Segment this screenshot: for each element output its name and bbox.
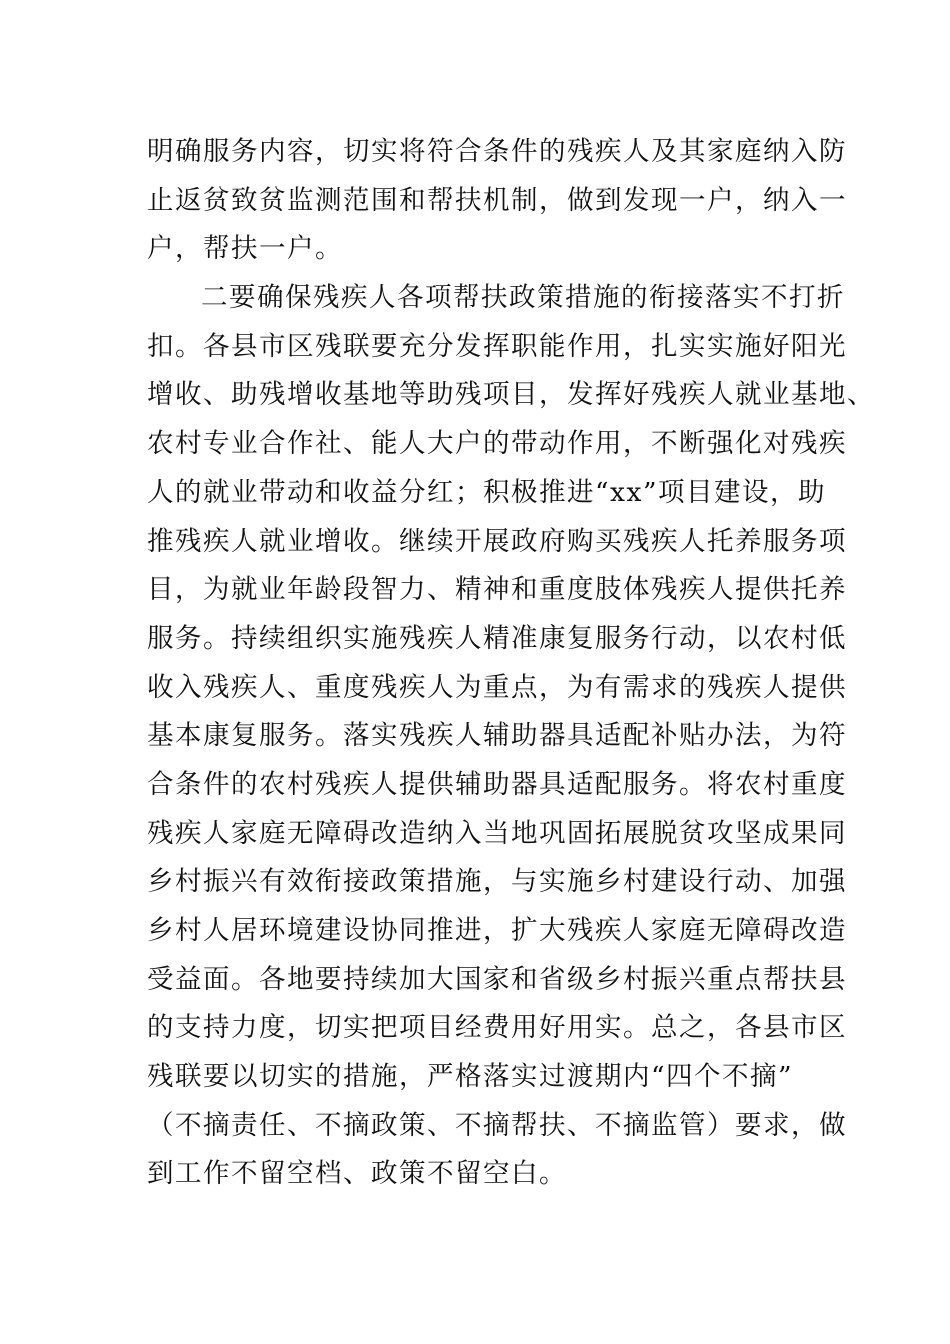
text-line: 乡村人居环境建设协同推进，扩大残疾人家庭无障碍改造 [147, 915, 847, 946]
text-line: 扣。各县市区残联要充分发挥职能作用，扎实实施好阳光 [147, 330, 847, 362]
text-line: 乡村振兴有效衔接政策措施，与实施乡村建设行动、加强 [147, 866, 847, 898]
text-line: 基本康复服务。落实残疾人辅助器具适配补贴办法，为符 [147, 720, 847, 752]
text-line: 收入残疾人、重度残疾人为重点，为有需求的残疾人提供 [147, 671, 847, 703]
text-line: 人的就业带动和收益分红；积极推进“xx”项目建设，助 [147, 476, 826, 508]
paragraph-start-line: 二要确保残疾人各项帮扶政策措施的衔接落实不打折 [201, 282, 845, 314]
text-line: 受益面。各地要持续加大国家和省级乡村振兴重点帮扶县 [147, 963, 847, 995]
text-line: 增收、助残增收基地等助残项目，发挥好残疾人就业基地、 [147, 379, 875, 411]
text-line: 到工作不留空档、政策不留空白。 [147, 1158, 567, 1190]
text-line: （不摘责任、不摘政策、不摘帮扶、不摘监管）要求，做 [147, 1109, 847, 1141]
text-line: 目，为就业年龄段智力、精神和重度肢体残疾人提供托养 [147, 574, 847, 606]
text-line: 残疾人家庭无障碍改造纳入当地巩固拓展脱贫攻坚成果同 [147, 817, 847, 849]
body-text [147, 128, 875, 1199]
text-line: 服务。持续组织实施残疾人精准康复服务行动，以农村低 [147, 622, 847, 654]
text-line: 止返贫致贫监测范围和帮扶机制，做到发现一户，纳入一 [147, 184, 847, 216]
text-line: 合条件的农村残疾人提供辅助器具适配服务。将农村重度 [147, 768, 847, 800]
text-line: 残联要以切实的措施，严格落实过渡期内“四个不摘” [147, 1061, 794, 1093]
text-line: 明确服务内容，切实将符合条件的残疾人及其家庭纳入防 [147, 136, 847, 167]
text-line: 推残疾人就业增收。继续开展政府购买残疾人托养服务项 [147, 525, 847, 557]
text-line: 的支持力度，切实把项目经费用好用实。总之，各县市区 [147, 1012, 847, 1044]
text-line: 农村专业合作社、能人大户的带动作用，不断强化对残疾 [147, 428, 847, 460]
text-line: 户，帮扶一户。 [147, 233, 343, 265]
